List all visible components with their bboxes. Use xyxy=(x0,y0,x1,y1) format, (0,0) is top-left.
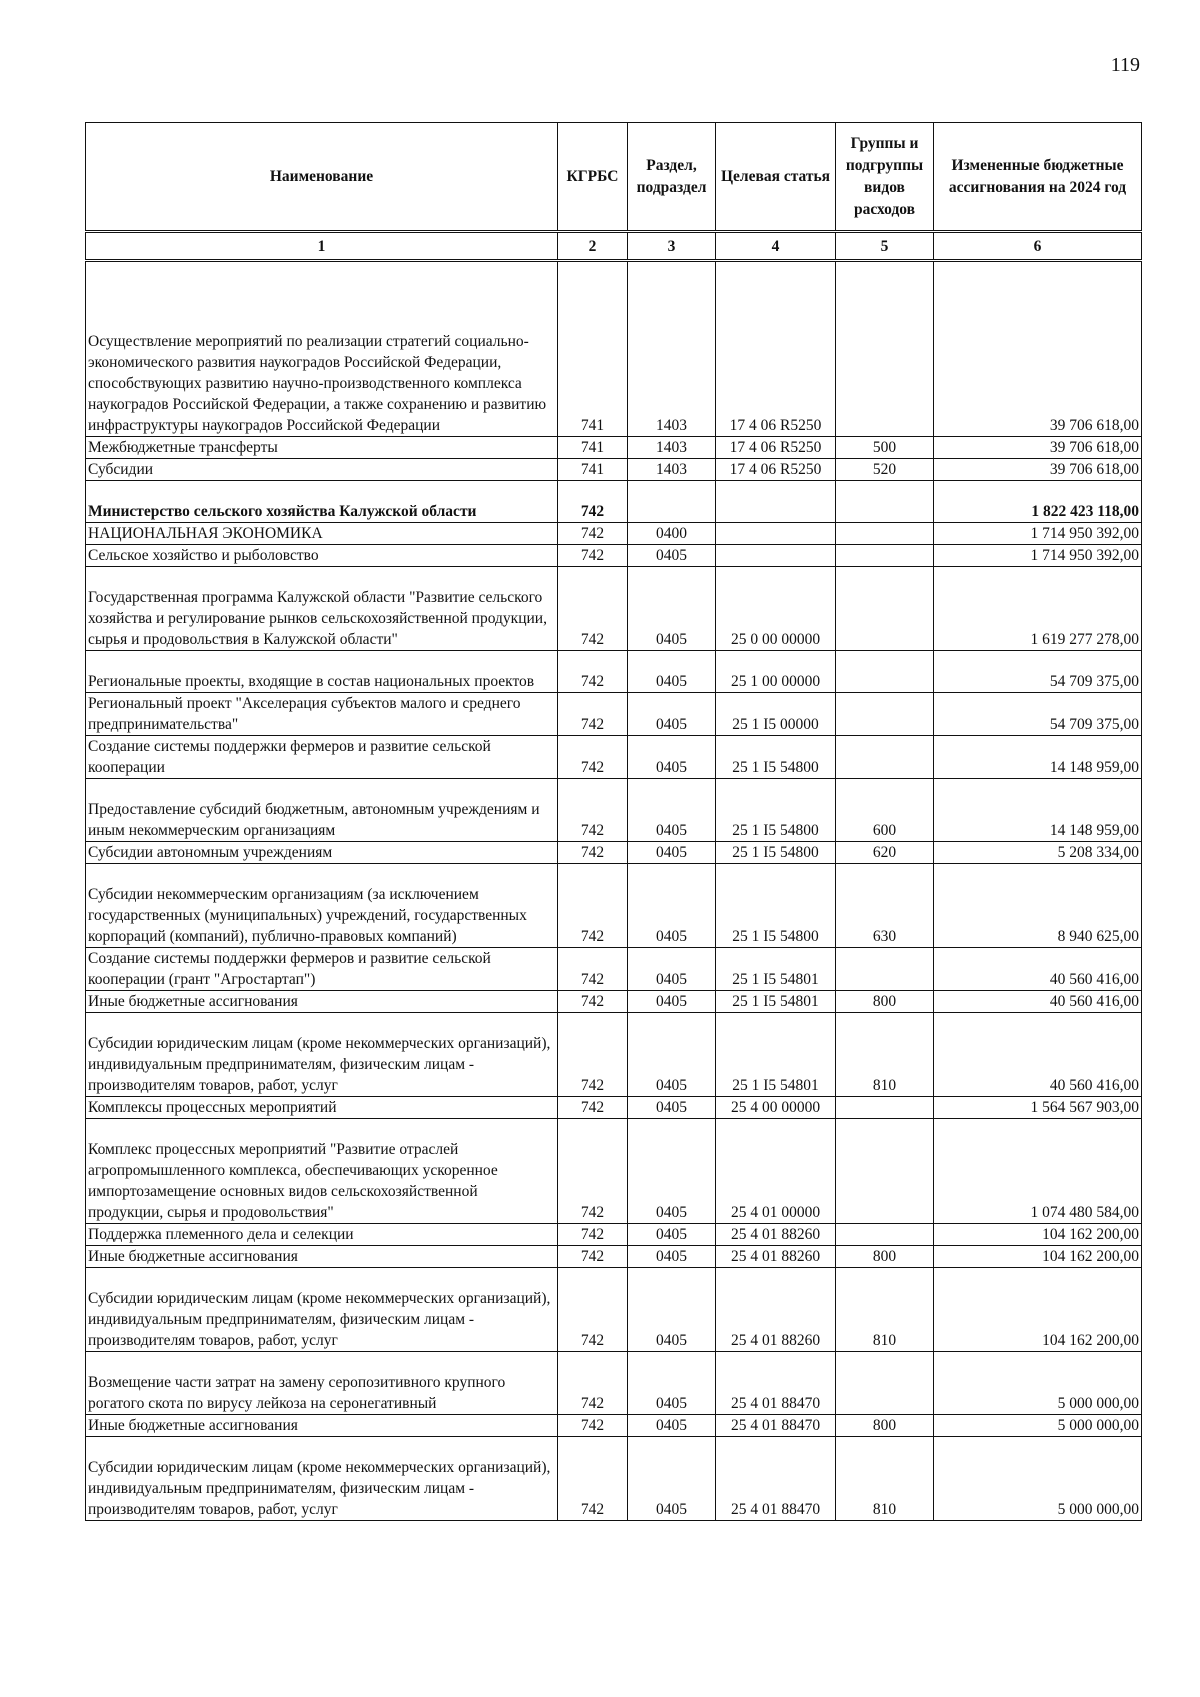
row-section xyxy=(628,481,716,523)
row-amount: 104 162 200,00 xyxy=(934,1268,1142,1352)
header-groups: Группы и подгруппы видов расходов xyxy=(836,123,934,232)
row-section: 0405 xyxy=(628,1246,716,1268)
row-kgrbs: 742 xyxy=(558,1097,628,1119)
row-name: Субсидии юридическим лицам (кроме некоммерческих организаций), индивидуальным предпринимателям, физическим лицам - производителям товаров, работ, услуг xyxy=(86,1268,558,1352)
row-target-article: 25 4 00 00000 xyxy=(716,1097,836,1119)
table-row xyxy=(86,523,1142,545)
row-name: Предоставление субсидий бюджетным, автономным учреждениям и иным некоммерческим организациям xyxy=(86,779,558,842)
table-row xyxy=(86,736,1142,779)
header-section: Раздел, подраздел xyxy=(628,123,716,232)
row-target-article: 25 1 I5 54800 xyxy=(716,842,836,864)
row-name: Иные бюджетные ассигнования xyxy=(86,991,558,1013)
row-target-article: 25 4 01 88470 xyxy=(716,1437,836,1521)
row-section: 0405 xyxy=(628,545,716,567)
row-expense-group: 800 xyxy=(836,1415,934,1437)
row-target-article xyxy=(716,523,836,545)
column-number: 5 xyxy=(836,232,934,261)
row-kgrbs: 741 xyxy=(558,459,628,481)
row-amount: 1 564 567 903,00 xyxy=(934,1097,1142,1119)
row-section: 0405 xyxy=(628,1097,716,1119)
row-amount: 54 709 375,00 xyxy=(934,693,1142,736)
row-name: Комплексы процессных мероприятий xyxy=(86,1097,558,1119)
row-name: Субсидии автономным учреждениям xyxy=(86,842,558,864)
row-kgrbs: 742 xyxy=(558,1352,628,1415)
table-row xyxy=(86,864,1142,948)
row-target-article: 25 1 I5 00000 xyxy=(716,693,836,736)
row-section: 0405 xyxy=(628,1119,716,1224)
header-amount: Измененные бюджетные ассигнования на 2024 год xyxy=(934,123,1142,232)
row-name: Создание системы поддержки фермеров и развитие сельской кооперации xyxy=(86,736,558,779)
row-kgrbs: 742 xyxy=(558,1437,628,1521)
row-name: Министерство сельского хозяйства Калужской области xyxy=(86,481,558,523)
row-name: Региональные проекты, входящие в состав национальных проектов xyxy=(86,651,558,693)
table-body xyxy=(86,261,1142,1521)
row-name: Осуществление мероприятий по реализации стратегий социально-экономического развития наукоградов Российской Федерации, способствующих развитию научно-производственного комплекса наукоградов Российской Федерации, а также сохранению и развитию инфраструктуры наукоградов Российской Федерации xyxy=(86,261,558,437)
row-kgrbs: 741 xyxy=(558,261,628,437)
row-name: Региональный проект "Акселерация субъектов малого и среднего предпринимательства" xyxy=(86,693,558,736)
row-kgrbs: 742 xyxy=(558,481,628,523)
row-name: Субсидии xyxy=(86,459,558,481)
row-name: Возмещение части затрат на замену серопозитивного крупного рогатого скота по вирусу лейкоза на серонегативный xyxy=(86,1352,558,1415)
row-section: 0405 xyxy=(628,948,716,991)
row-section: 1403 xyxy=(628,459,716,481)
row-name: Иные бюджетные ассигнования xyxy=(86,1415,558,1437)
row-kgrbs: 742 xyxy=(558,736,628,779)
row-name: НАЦИОНАЛЬНАЯ ЭКОНОМИКА xyxy=(86,523,558,545)
row-expense-group: 810 xyxy=(836,1268,934,1352)
row-expense-group xyxy=(836,948,934,991)
row-section: 1403 xyxy=(628,437,716,459)
row-target-article xyxy=(716,481,836,523)
table-row xyxy=(86,1415,1142,1437)
row-target-article: 25 1 I5 54800 xyxy=(716,864,836,948)
row-amount: 5 000 000,00 xyxy=(934,1437,1142,1521)
row-amount: 5 208 334,00 xyxy=(934,842,1142,864)
row-kgrbs: 742 xyxy=(558,545,628,567)
row-expense-group xyxy=(836,523,934,545)
row-section: 0405 xyxy=(628,1437,716,1521)
row-name: Субсидии юридическим лицам (кроме некоммерческих организаций), индивидуальным предпринимателям, физическим лицам - производителям товаров, работ, услуг xyxy=(86,1013,558,1097)
row-section: 1403 xyxy=(628,261,716,437)
budget-table xyxy=(85,122,1142,1521)
table-row xyxy=(86,842,1142,864)
row-target-article: 25 1 I5 54801 xyxy=(716,948,836,991)
row-target-article: 25 1 I5 54801 xyxy=(716,991,836,1013)
row-kgrbs: 742 xyxy=(558,864,628,948)
row-kgrbs: 742 xyxy=(558,991,628,1013)
table-row xyxy=(86,459,1142,481)
table-row xyxy=(86,693,1142,736)
row-name: Государственная программа Калужской области "Развитие сельского хозяйства и регулирование рынков сельскохозяйственной продукции, сырья и продовольствия в Калужской области" xyxy=(86,567,558,651)
row-section: 0405 xyxy=(628,991,716,1013)
row-section: 0405 xyxy=(628,1415,716,1437)
header-target: Целевая статья xyxy=(716,123,836,232)
table-row xyxy=(86,1097,1142,1119)
row-section: 0400 xyxy=(628,523,716,545)
row-expense-group xyxy=(836,736,934,779)
row-target-article: 17 4 06 R5250 xyxy=(716,459,836,481)
row-expense-group xyxy=(836,1119,934,1224)
table-row xyxy=(86,567,1142,651)
row-amount: 39 706 618,00 xyxy=(934,459,1142,481)
table-row xyxy=(86,1437,1142,1521)
row-target-article: 25 4 01 88260 xyxy=(716,1224,836,1246)
row-kgrbs: 741 xyxy=(558,437,628,459)
row-kgrbs: 742 xyxy=(558,567,628,651)
table-row xyxy=(86,779,1142,842)
row-name: Сельское хозяйство и рыболовство xyxy=(86,545,558,567)
row-target-article: 25 1 I5 54800 xyxy=(716,736,836,779)
table-row xyxy=(86,437,1142,459)
row-section: 0405 xyxy=(628,1224,716,1246)
row-name: Комплекс процессных мероприятий "Развитие отраслей агропромышленного комплекса, обеспечивающих ускоренное импортозамещение основных видов сельскохозяйственной продукции, сырья и продовольствия" xyxy=(86,1119,558,1224)
row-expense-group: 500 xyxy=(836,437,934,459)
row-name: Субсидии некоммерческим организациям (за исключением государственных (муниципальных) учреждений, государственных корпораций (компаний), публично-правовых компаний) xyxy=(86,864,558,948)
row-expense-group: 810 xyxy=(836,1437,934,1521)
row-amount: 5 000 000,00 xyxy=(934,1415,1142,1437)
table-row xyxy=(86,545,1142,567)
table-row xyxy=(86,1224,1142,1246)
row-amount: 54 709 375,00 xyxy=(934,651,1142,693)
row-kgrbs: 742 xyxy=(558,1013,628,1097)
row-expense-group: 620 xyxy=(836,842,934,864)
row-kgrbs: 742 xyxy=(558,1119,628,1224)
row-expense-group xyxy=(836,693,934,736)
header-kgrbs: КГРБС xyxy=(558,123,628,232)
row-amount: 39 706 618,00 xyxy=(934,261,1142,437)
row-kgrbs: 742 xyxy=(558,651,628,693)
table-row xyxy=(86,1246,1142,1268)
row-name: Создание системы поддержки фермеров и развитие сельской кооперации (грант "Агростартап") xyxy=(86,948,558,991)
row-kgrbs: 742 xyxy=(558,1224,628,1246)
header-name: Наименование xyxy=(86,123,558,232)
row-expense-group: 800 xyxy=(836,991,934,1013)
row-kgrbs: 742 xyxy=(558,1246,628,1268)
row-amount: 1 714 950 392,00 xyxy=(934,545,1142,567)
table-row xyxy=(86,991,1142,1013)
table-row xyxy=(86,1013,1142,1097)
row-expense-group: 630 xyxy=(836,864,934,948)
row-target-article: 25 1 I5 54801 xyxy=(716,1013,836,1097)
row-kgrbs: 742 xyxy=(558,779,628,842)
row-amount: 40 560 416,00 xyxy=(934,1013,1142,1097)
row-expense-group: 520 xyxy=(836,459,934,481)
row-target-article: 17 4 06 R5250 xyxy=(716,261,836,437)
row-kgrbs: 742 xyxy=(558,948,628,991)
table-row xyxy=(86,1268,1142,1352)
column-number-row xyxy=(86,232,1142,261)
row-target-article: 25 1 00 00000 xyxy=(716,651,836,693)
row-target-article: 25 4 01 88470 xyxy=(716,1352,836,1415)
row-expense-group: 600 xyxy=(836,779,934,842)
row-amount: 104 162 200,00 xyxy=(934,1246,1142,1268)
row-section: 0405 xyxy=(628,1268,716,1352)
row-amount: 8 940 625,00 xyxy=(934,864,1142,948)
column-number: 2 xyxy=(558,232,628,261)
row-expense-group xyxy=(836,1352,934,1415)
row-amount: 1 074 480 584,00 xyxy=(934,1119,1142,1224)
row-kgrbs: 742 xyxy=(558,1268,628,1352)
row-amount: 1 619 277 278,00 xyxy=(934,567,1142,651)
row-expense-group xyxy=(836,261,934,437)
header-row xyxy=(86,123,1142,232)
row-expense-group xyxy=(836,1097,934,1119)
row-section: 0405 xyxy=(628,1013,716,1097)
row-amount: 40 560 416,00 xyxy=(934,991,1142,1013)
column-number: 3 xyxy=(628,232,716,261)
row-target-article: 25 4 01 88470 xyxy=(716,1415,836,1437)
row-amount: 104 162 200,00 xyxy=(934,1224,1142,1246)
row-section: 0405 xyxy=(628,1352,716,1415)
row-amount: 14 148 959,00 xyxy=(934,736,1142,779)
row-kgrbs: 742 xyxy=(558,842,628,864)
row-name: Субсидии юридическим лицам (кроме некоммерческих организаций), индивидуальным предпринимателям, физическим лицам - производителям товаров, работ, услуг xyxy=(86,1437,558,1521)
table-row xyxy=(86,261,1142,437)
page-number: 119 xyxy=(1110,54,1140,76)
row-expense-group xyxy=(836,481,934,523)
row-expense-group: 810 xyxy=(836,1013,934,1097)
row-section: 0405 xyxy=(628,779,716,842)
row-amount: 39 706 618,00 xyxy=(934,437,1142,459)
row-expense-group: 800 xyxy=(836,1246,934,1268)
table-row xyxy=(86,1352,1142,1415)
column-number: 4 xyxy=(716,232,836,261)
row-section: 0405 xyxy=(628,651,716,693)
row-name: Поддержка племенного дела и селекции xyxy=(86,1224,558,1246)
table-row xyxy=(86,651,1142,693)
row-target-article: 17 4 06 R5250 xyxy=(716,437,836,459)
row-target-article: 25 1 I5 54800 xyxy=(716,779,836,842)
row-amount: 14 148 959,00 xyxy=(934,779,1142,842)
row-section: 0405 xyxy=(628,864,716,948)
row-section: 0405 xyxy=(628,736,716,779)
table-row xyxy=(86,948,1142,991)
row-kgrbs: 742 xyxy=(558,523,628,545)
row-target-article: 25 4 01 00000 xyxy=(716,1119,836,1224)
row-expense-group xyxy=(836,545,934,567)
column-number: 1 xyxy=(86,232,558,261)
row-target-article: 25 4 01 88260 xyxy=(716,1246,836,1268)
row-section: 0405 xyxy=(628,567,716,651)
row-amount: 1 714 950 392,00 xyxy=(934,523,1142,545)
row-amount: 1 822 423 118,00 xyxy=(934,481,1142,523)
row-amount: 40 560 416,00 xyxy=(934,948,1142,991)
row-expense-group xyxy=(836,567,934,651)
row-name: Межбюджетные трансферты xyxy=(86,437,558,459)
row-kgrbs: 742 xyxy=(558,1415,628,1437)
row-expense-group xyxy=(836,1224,934,1246)
table-row xyxy=(86,481,1142,523)
table-row xyxy=(86,1119,1142,1224)
row-name: Иные бюджетные ассигнования xyxy=(86,1246,558,1268)
row-target-article: 25 4 01 88260 xyxy=(716,1268,836,1352)
row-target-article xyxy=(716,545,836,567)
row-section: 0405 xyxy=(628,693,716,736)
row-section: 0405 xyxy=(628,842,716,864)
row-target-article: 25 0 00 00000 xyxy=(716,567,836,651)
column-number: 6 xyxy=(934,232,1142,261)
row-expense-group xyxy=(836,651,934,693)
row-kgrbs: 742 xyxy=(558,693,628,736)
row-amount: 5 000 000,00 xyxy=(934,1352,1142,1415)
